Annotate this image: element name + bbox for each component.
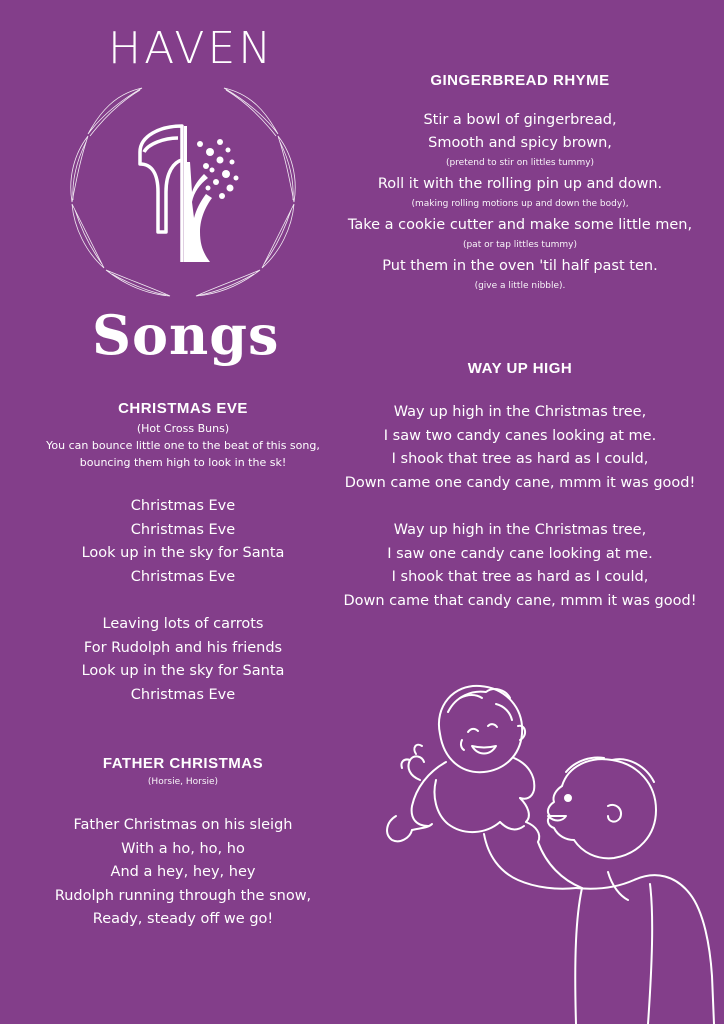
gingerbread-lines — [330, 109, 710, 294]
lyric-line: Father Christmas on his sleigh — [73, 817, 293, 833]
christmas-eve-section — [20, 400, 346, 707]
lyric-line: Christmas Eve — [130, 498, 236, 514]
way-up-high-section — [330, 360, 710, 613]
lyric-line: Christmas Eve — [130, 568, 236, 585]
lyric-line: Christmas Eve — [130, 521, 236, 538]
section-title: WAY UP HIGH — [467, 360, 573, 377]
lyric-line: Look up in the sky for Santa — [81, 663, 285, 679]
lyric-line: Put them in the oven 'til half past ten. — [382, 258, 658, 274]
lyric-line: For Rudolph and his friends — [83, 639, 283, 656]
lyric-line: Down came that candy cane, mmm it was good! — [343, 592, 697, 609]
action-note: (making rolling motions up and down the body), — [411, 199, 629, 209]
action-note: (pat or tap littles tummy) — [462, 240, 578, 250]
lyric-line: Stir a bowl of gingerbread, — [423, 112, 617, 128]
lyric-line: Take a cookie cutter and make some little men, — [347, 217, 693, 233]
lyric-line: Way up high in the Christmas tree, — [393, 404, 647, 420]
lyric-line: I shook that tree as hard as I could, — [391, 569, 649, 585]
lyric-line: I saw two candy canes looking at me. — [383, 427, 657, 444]
father-christmas-section — [20, 755, 346, 932]
lyric-line: I saw one candy cane looking at me. — [387, 545, 653, 562]
section-title: CHRISTMAS EVE — [118, 400, 248, 417]
section-title: GINGERBREAD RHYME — [430, 72, 610, 89]
section-title: FATHER CHRISTMAS — [102, 755, 264, 772]
instruction-line: You can bounce little one to the beat of this song, — [46, 439, 320, 452]
action-note: (pretend to stir on littles tummy) — [445, 158, 595, 168]
instruction-line: bouncing them high to look in the sk! — [79, 456, 287, 469]
lyric-line: Look up in the sky for Santa — [81, 545, 285, 561]
action-note: (give a little nibble). — [474, 281, 566, 291]
lyric-line: Way up high in the Christmas tree, — [393, 522, 647, 538]
lyric-line: Rudolph running through the snow, — [54, 887, 312, 904]
lyric-line: Christmas Eve — [130, 686, 236, 703]
lyric-line: Roll it with the rolling pin up and down. — [377, 176, 663, 192]
tune-note: (Horsie, Horsie) — [147, 777, 219, 787]
tune-note: (Hot Cross Buns) — [136, 422, 230, 435]
brand-wordmark: HAVEN — [108, 23, 275, 74]
lyric-line: Smooth and spicy brown, — [428, 135, 612, 151]
lyric-line: And a hey, hey, hey — [110, 864, 256, 880]
lyric-line: Down came one candy cane, mmm it was good! — [344, 474, 696, 491]
lyric-line: Ready, steady off we go! — [92, 911, 274, 927]
lyric-line: With a ho, ho, ho — [121, 840, 245, 857]
parent-lifting-baby-icon — [376, 676, 716, 1024]
page-title: Songs — [92, 303, 280, 367]
lyric-line: I shook that tree as hard as I could, — [391, 451, 649, 467]
gingerbread-section — [330, 72, 710, 296]
haven-logo-icon — [60, 82, 306, 304]
lyric-line: Leaving lots of carrots — [102, 616, 264, 632]
